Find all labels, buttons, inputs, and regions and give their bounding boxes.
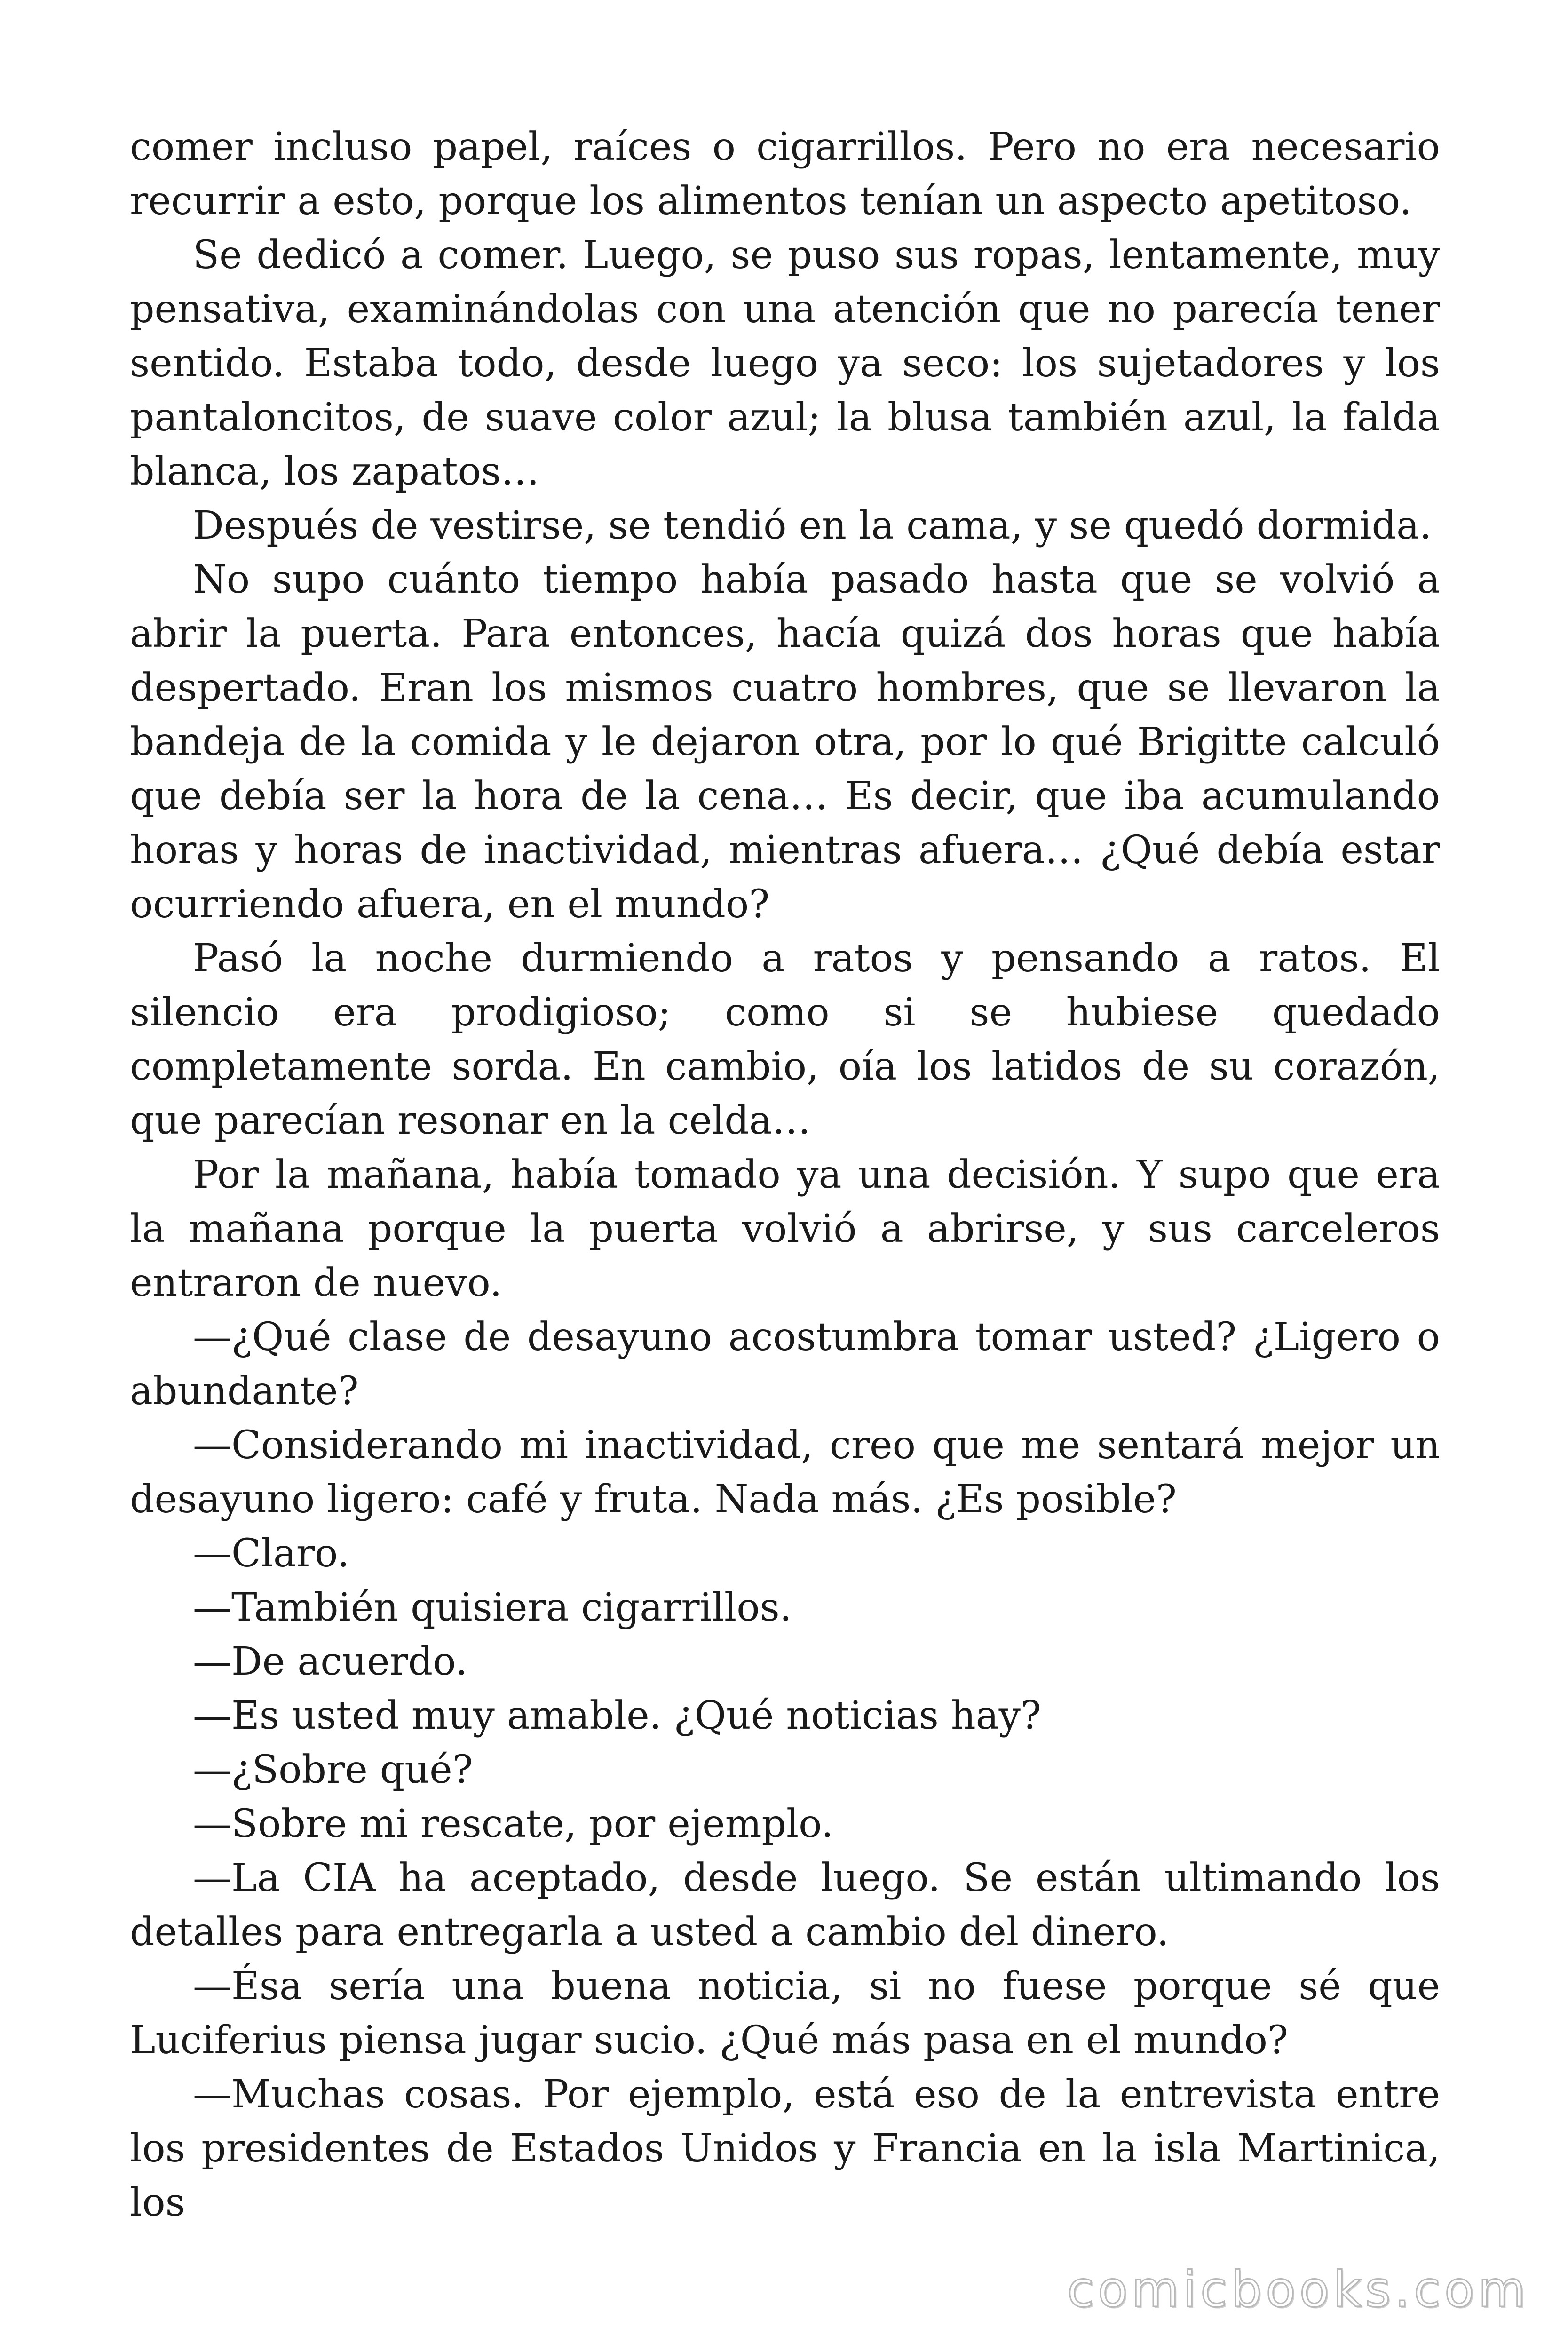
dialogue-line: —De acuerdo.: [193, 1639, 468, 1684]
dialogue-line: —¿Sobre qué?: [193, 1748, 473, 1792]
paragraph: Después de vestirse, se tendió en la cama, y se quedó dormida.: [193, 503, 1432, 548]
paragraph: comer incluso papel, raíces o cigarrillos. Pero no era necesario recurrir a esto, porque los alimentos tenían un aspecto apetitoso.: [130, 125, 1440, 223]
dialogue-line: —Muchas cosas. Por ejemplo, está eso de la entrevista entre los presidentes de Estados Unidos y Francia en la isla Martinica, los: [130, 2072, 1440, 2225]
dialogue-line: —Considerando mi inactividad, creo que me sentará mejor un desayuno ligero: café y fruta. Nada más. ¿Es posible?: [130, 1423, 1440, 1522]
paragraph: Por la mañana, había tomado ya una decisión. Y supo que era la mañana porque la puerta volvió a abrirse, y sus carceleros entraron de nuevo.: [130, 1152, 1440, 1305]
paragraph: Pasó la noche durmiendo a ratos y pensando a ratos. El silencio era prodigioso; como si se hubiese quedado completamente sorda. En cambio, oía los latidos de su corazón, que parecían resonar en la celda…: [130, 936, 1440, 1143]
paragraph: Se dedicó a comer. Luego, se puso sus ropas, lentamente, muy pensativa, examinándolas con una atención que no parecía tener sentido. Estaba todo, desde luego ya seco: los sujetadores y los pantaloncitos, de suave color azul; la blusa también azul, la falda blanca, los zapatos…: [130, 233, 1440, 494]
paragraph: No supo cuánto tiempo había pasado hasta que se volvió a abrir la puerta. Para entonces, hacía quizá dos horas que había despertado. Eran los mismos cuatro hombres, que se llevaron la bandeja de la comida y le dejaron otra, por lo qué Brigitte calculó que debía ser la hora de la cena… Es decir, que iba acumulando horas y horas de inactividad, mientras afuera… ¿Qué debía estar ocurriendo afuera, en el mundo?: [130, 557, 1440, 927]
watermark: comicbooks.com: [1067, 2261, 1529, 2318]
dialogue-line: —Ésa sería una buena noticia, si no fuese porque sé que Luciferius piensa jugar sucio. ¿Qué más pasa en el mundo?: [130, 1964, 1440, 2063]
book-page-text: [130, 120, 1440, 2230]
dialogue-line: —Claro.: [193, 1531, 350, 1576]
dialogue-line: —También quisiera cigarrillos.: [193, 1585, 792, 1630]
dialogue-line: —¿Qué clase de desayuno acostumbra tomar usted? ¿Ligero o abundante?: [130, 1315, 1440, 1414]
dialogue-line: —Es usted muy amable. ¿Qué noticias hay?: [193, 1693, 1041, 1738]
dialogue-line: —Sobre mi rescate, por ejemplo.: [193, 1802, 834, 1846]
dialogue-line: —La CIA ha aceptado, desde luego. Se están ultimando los detalles para entregarla a usted a cambio del dinero.: [130, 1856, 1440, 1955]
